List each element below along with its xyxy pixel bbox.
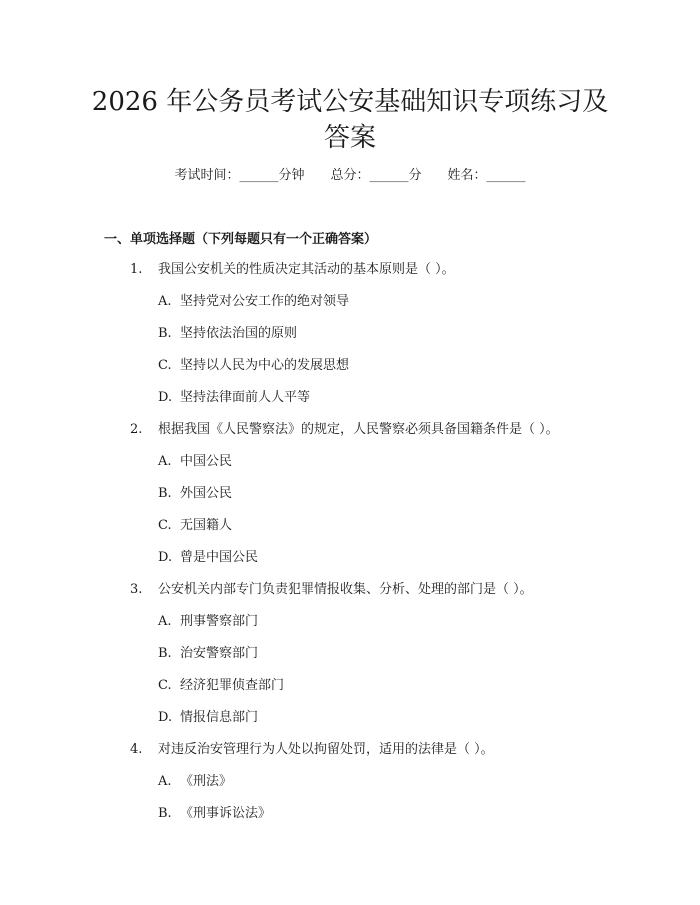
option-4a [158,772,232,792]
option-3d [158,708,258,728]
option-letter: D. [158,710,173,725]
option-letter: B. [158,486,172,501]
option-text: 情报信息部门 [180,710,259,725]
option-text: 外国公民 [180,486,233,501]
question-number: 1. [130,262,143,277]
option-text: 治安警察部门 [180,646,259,661]
option-letter: A. [158,774,172,789]
option-1c [158,356,349,376]
name-field: 姓名：______ [447,168,526,183]
total-score-field: 总分：______分 [330,168,422,183]
question-4 [130,740,494,760]
question-1 [130,260,455,280]
question-text: 对违反治安管理行为人处以拘留处罚，适用的法律是（ ）。 [158,742,494,757]
option-text: 经济犯罪侦查部门 [180,678,285,693]
title-line-2: 答案 [323,123,376,153]
option-letter: B. [158,326,172,341]
option-text: 《刑事诉讼法》 [180,806,272,821]
option-text: 坚持以人民为中心的发展思想 [180,358,350,373]
option-2b [158,484,232,504]
option-letter: A. [158,294,172,309]
option-text: 中国公民 [180,454,233,469]
option-1b [158,324,297,344]
option-letter: D. [158,390,173,405]
option-text: 曾是中国公民 [180,550,259,565]
option-letter: D. [158,550,173,565]
question-3 [130,580,533,600]
question-text: 根据我国《人民警察法》的规定，人民警察必须具备国籍条件是（ ）。 [158,422,559,437]
option-3a [158,612,258,632]
option-1a [158,292,349,312]
question-number: 3. [130,582,143,597]
option-text: 刑事警察部门 [180,614,259,629]
exam-info-row [0,166,700,186]
question-number: 4. [130,742,143,757]
option-letter: A. [158,614,172,629]
section-heading: 一、单项选择题（下列每题只有一个正确答案） [104,232,378,247]
option-1d [158,388,310,408]
option-3b [158,644,258,664]
option-letter: C. [158,358,172,373]
question-text: 公安机关内部专门负责犯罪情报收集、分析、处理的部门是（ ）。 [158,582,533,597]
option-letter: A. [158,454,172,469]
question-2 [130,420,559,440]
option-2d [158,548,258,568]
option-text: 无国籍人 [180,518,233,533]
option-text: 坚持依法治国的原则 [180,326,298,341]
option-letter: B. [158,806,172,821]
document-title [90,84,610,156]
question-number: 2. [130,422,143,437]
option-3c [158,676,284,696]
question-text: 我国公安机关的性质决定其活动的基本原则是（ ）。 [158,262,455,277]
title-line-1: 2026 年公务员考试公安基础知识专项练习及 [91,87,609,117]
option-letter: B. [158,646,172,661]
option-text: 《刑法》 [180,774,233,789]
option-letter: C. [158,678,172,693]
exam-time-field: 考试时间：______分钟 [174,168,305,183]
option-2c [158,516,232,536]
option-letter: C. [158,518,172,533]
option-text: 坚持法律面前人人平等 [180,390,311,405]
option-text: 坚持党对公安工作的绝对领导 [180,294,350,309]
option-2a [158,452,232,472]
option-4b [158,804,271,824]
